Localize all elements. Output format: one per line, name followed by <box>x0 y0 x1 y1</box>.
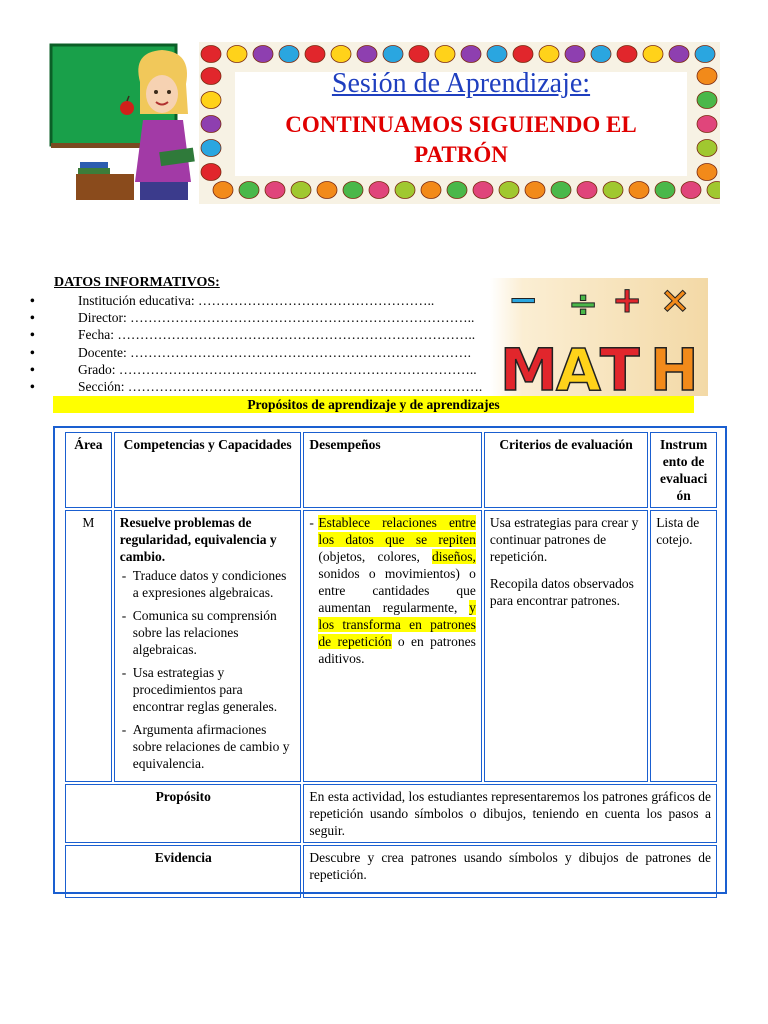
math-letter: M <box>500 336 558 396</box>
fruit-icon <box>473 182 493 199</box>
fruit-icon <box>447 182 467 199</box>
fruit-icon <box>697 140 717 157</box>
math-letter: H <box>650 336 699 396</box>
header-area: Área <box>65 432 112 508</box>
datos-item-seccion: • Sección: ……………………………………………………………………. <box>30 378 482 395</box>
list-item: - Argumenta afirmaciones sobre relaciones de cambio y equivalencia. <box>120 721 296 772</box>
header-criterios: Criterios de evaluación <box>484 432 648 508</box>
session-subtitle-line1: CONTINUAMOS SIGUIENDO EL <box>285 112 637 137</box>
evidencia-label: Evidencia <box>65 845 301 898</box>
fruit-icon <box>291 182 311 199</box>
fruit-icon <box>369 182 389 199</box>
planning-table <box>63 430 719 900</box>
fruit-icon <box>265 182 285 199</box>
cell-instrumento: Lista de cotejo. <box>650 510 717 782</box>
math-letter: A <box>556 336 601 396</box>
session-title: Sesión de Aprendizaje: <box>331 68 591 99</box>
proposito-label: Propósito <box>65 784 301 843</box>
list-item: - Traduce datos y condiciones a expresiones algebraicas. <box>120 567 296 601</box>
minus-sign-icon: − <box>508 280 539 321</box>
fruit-icon <box>513 46 533 63</box>
capacidades-list <box>120 567 296 772</box>
fruit-icon <box>227 46 247 63</box>
teacher-illustration <box>48 42 208 204</box>
datos-item-grado: • Grado: …………………………………………………………………….. <box>30 361 482 378</box>
table-header-row <box>65 432 717 508</box>
highlight-text: y los transforma en patrones de repetición <box>318 600 476 649</box>
datos-list <box>30 292 482 395</box>
table-row <box>65 510 717 782</box>
proposito-text: En esta actividad, los estudiantes representaremos los patrones gráficos de repetición usando símbolos o dibujos, teniendo en cuenta los pasos a seguir. <box>303 784 717 843</box>
fruit-icon <box>643 46 663 63</box>
fruit-icon <box>629 182 649 199</box>
fruit-icon <box>201 46 221 63</box>
fruit-icon <box>409 46 429 63</box>
fruit-icon <box>697 164 717 181</box>
fruit-icon <box>617 46 637 63</box>
desempeno-text <box>309 514 476 667</box>
fruit-icon <box>395 182 415 199</box>
header-desempenos: Desempeños <box>303 432 482 508</box>
divide-sign-icon: ÷ <box>568 284 599 325</box>
header-competencias: Competencias y Capacidades <box>114 432 302 508</box>
fruit-icon <box>239 182 259 199</box>
math-letters-image <box>490 278 708 396</box>
fruit-icon <box>697 116 717 133</box>
fruit-icon <box>201 116 221 133</box>
cell-criterios <box>484 510 648 782</box>
datos-item-director: • Director: ………………………………………………………………….. <box>30 309 482 326</box>
highlight-text: Establece relaciones entre los datos que se repiten <box>318 515 476 547</box>
datos-item-fecha: • Fecha: …………………………………………………………………….. <box>30 326 482 343</box>
list-item: - Usa estrategias y procedimientos para encontrar reglas generales. <box>120 664 296 715</box>
fruit-icon <box>697 68 717 85</box>
plain-text: sonidos o movimientos) o entre cantidades que aumentan regularmente, <box>318 566 476 615</box>
title-banner <box>199 42 720 204</box>
cell-competencias <box>114 510 302 782</box>
criterio-item: Usa estrategias para crear y continuar patrones de repetición. <box>489 515 639 564</box>
fruit-icon <box>201 164 221 181</box>
fruit-icon <box>213 182 233 199</box>
fruit-icon <box>317 182 337 199</box>
datos-title: DATOS INFORMATIVOS: <box>54 275 220 290</box>
times-sign-icon: × <box>660 280 691 321</box>
math-letter: T <box>600 336 640 396</box>
fruit-icon <box>591 46 611 63</box>
datos-item-institucion: • Institución educativa: …………………………………………….. <box>30 292 482 309</box>
fruit-icon <box>331 46 351 63</box>
planning-table-frame <box>53 426 727 894</box>
fruit-icon <box>695 46 715 63</box>
list-item: - Comunica su comprensión sobre las relaciones algebraicas. <box>120 607 296 658</box>
fruit-icon <box>201 92 221 109</box>
fruit-icon <box>305 46 325 63</box>
session-subtitle-line2: PATRÓN <box>414 142 508 167</box>
fruit-icon <box>383 46 403 63</box>
header-instrumento: Instrum ento de evaluaci ón <box>650 432 717 508</box>
evidencia-text: Descubre y crea patrones usando símbolos y dibujos de patrones de repetición. <box>303 845 717 898</box>
datos-item-docente: • Docente: …………………………………………………………………. <box>30 344 482 361</box>
fruit-icon <box>357 46 377 63</box>
fruit-icon <box>539 46 559 63</box>
propositos-bar: Propósitos de aprendizaje y de aprendizajes <box>53 396 694 413</box>
fruit-icon <box>421 182 441 199</box>
fruit-icon <box>279 46 299 63</box>
plain-text: (objetos, colores, <box>318 549 433 564</box>
fruit-icon <box>655 182 675 199</box>
fruit-icon <box>499 182 519 199</box>
fruit-icon <box>697 92 717 109</box>
fruit-icon <box>343 182 363 199</box>
fruit-icon <box>551 182 571 199</box>
fruit-icon <box>487 46 507 63</box>
fruit-icon <box>669 46 689 63</box>
fruit-icon <box>565 46 585 63</box>
fruit-icon <box>681 182 701 199</box>
fruit-icon <box>253 46 273 63</box>
cell-area: M <box>65 510 112 782</box>
fruit-icon <box>603 182 623 199</box>
plain-text: o en patrones aditivos. <box>318 634 476 666</box>
fruit-icon <box>201 68 221 85</box>
proposito-row <box>65 784 717 843</box>
fruit-icon <box>461 46 481 63</box>
highlight-text: diseños, <box>432 549 476 564</box>
criterio-item: Recopila datos observados para encontrar patrones. <box>489 576 634 608</box>
fruit-icon <box>435 46 455 63</box>
evidencia-row <box>65 845 717 898</box>
fruit-icon <box>201 140 221 157</box>
cell-desempenos <box>303 510 482 782</box>
fruit-icon <box>525 182 545 199</box>
fruit-icon <box>577 182 597 199</box>
competencia-title: Resuelve problemas de regularidad, equivalencia y cambio. <box>119 515 277 564</box>
plus-sign-icon: + <box>612 280 643 321</box>
